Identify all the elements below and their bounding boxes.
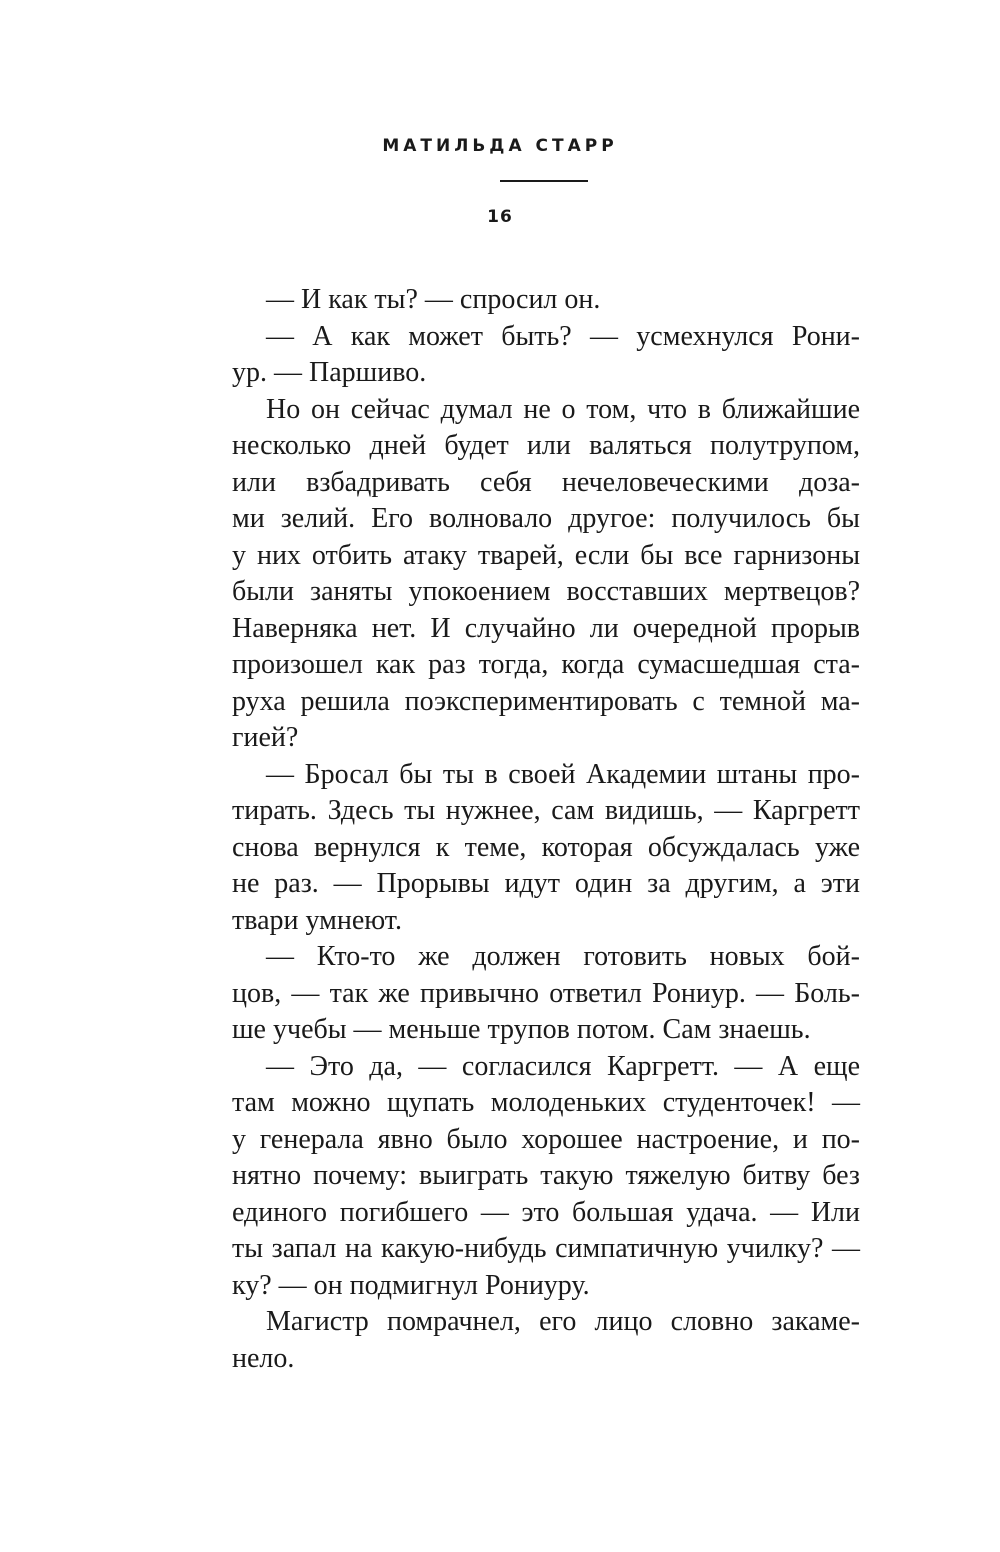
header-rule [500,180,588,182]
text-line: были заняты упокоением восставших мертвецов? [232,576,860,607]
text-line: ше учебы — меньше трупов потом. Сам знаешь. [232,1014,811,1045]
running-head-author: МАТИЛЬДА СТАРР [382,136,618,156]
text-line: Но он сейчас думал не о том, что в ближайшие [266,393,860,425]
text-line: ми зелий. Его волновало другое: получилось бы [232,503,860,534]
text-line: твари умнеют. [232,904,402,936]
text-line: — Это да, — согласился Каргретт. — А еще [266,1050,860,1082]
text-line: — А как может быть? — усмехнулся Рони- [266,320,860,352]
text-line: у генерала явно было хорошее настроение, и по- [232,1123,860,1155]
text-line: несколько дней будет или валяться полутрупом, [232,430,860,461]
text-line: цов, — так же привычно ответил Рониур. — Боль- [232,977,860,1009]
text-line: у них отбить атаку тварей, если бы все гарнизоны [232,539,860,571]
text-line: руха решила поэкспериментировать с темной ма- [232,685,860,717]
body-text [232,282,860,1377]
text-line: — Бросал бы ты в своей Академии штаны про- [266,758,860,790]
text-line: гией? [232,722,299,753]
text-line: — И как ты? — спросил он. [266,284,601,315]
text-line: единого погибшего — это большая удача. — Или [232,1196,860,1228]
text-line: не раз. — Прорывы идут один за другим, а эти [232,868,860,899]
text-line: нятно почему: выиграть такую тяжелую битву без [232,1160,860,1191]
text-line: снова вернулся к теме, которая обсуждалась уже [232,831,860,863]
text-line: ку? — он подмигнул Рониуру. [232,1269,590,1301]
text-line: произошел как раз тогда, когда сумасшедшая ста- [232,649,860,680]
text-line: ты запал на какую-нибудь симпатичную училку? — [232,1233,860,1264]
text-line: ур. — Паршиво. [232,357,427,388]
text-line: или взбадривать себя нечеловеческими доза- [232,466,860,498]
text-line: — Кто-то же должен готовить новых бой- [266,941,860,972]
text-line: нело. [232,1342,295,1374]
text-line: Магистр помрачнел, его лицо словно закаме- [266,1306,860,1337]
text-line: там можно щупать молоденьких студенточек! — [232,1087,860,1118]
page-number: 16 [487,207,513,227]
text-line: тирать. Здесь ты нужнее, сам видишь, — Каргретт [232,795,860,826]
text-line: Наверняка нет. И случайно ли очередной прорыв [232,612,860,644]
